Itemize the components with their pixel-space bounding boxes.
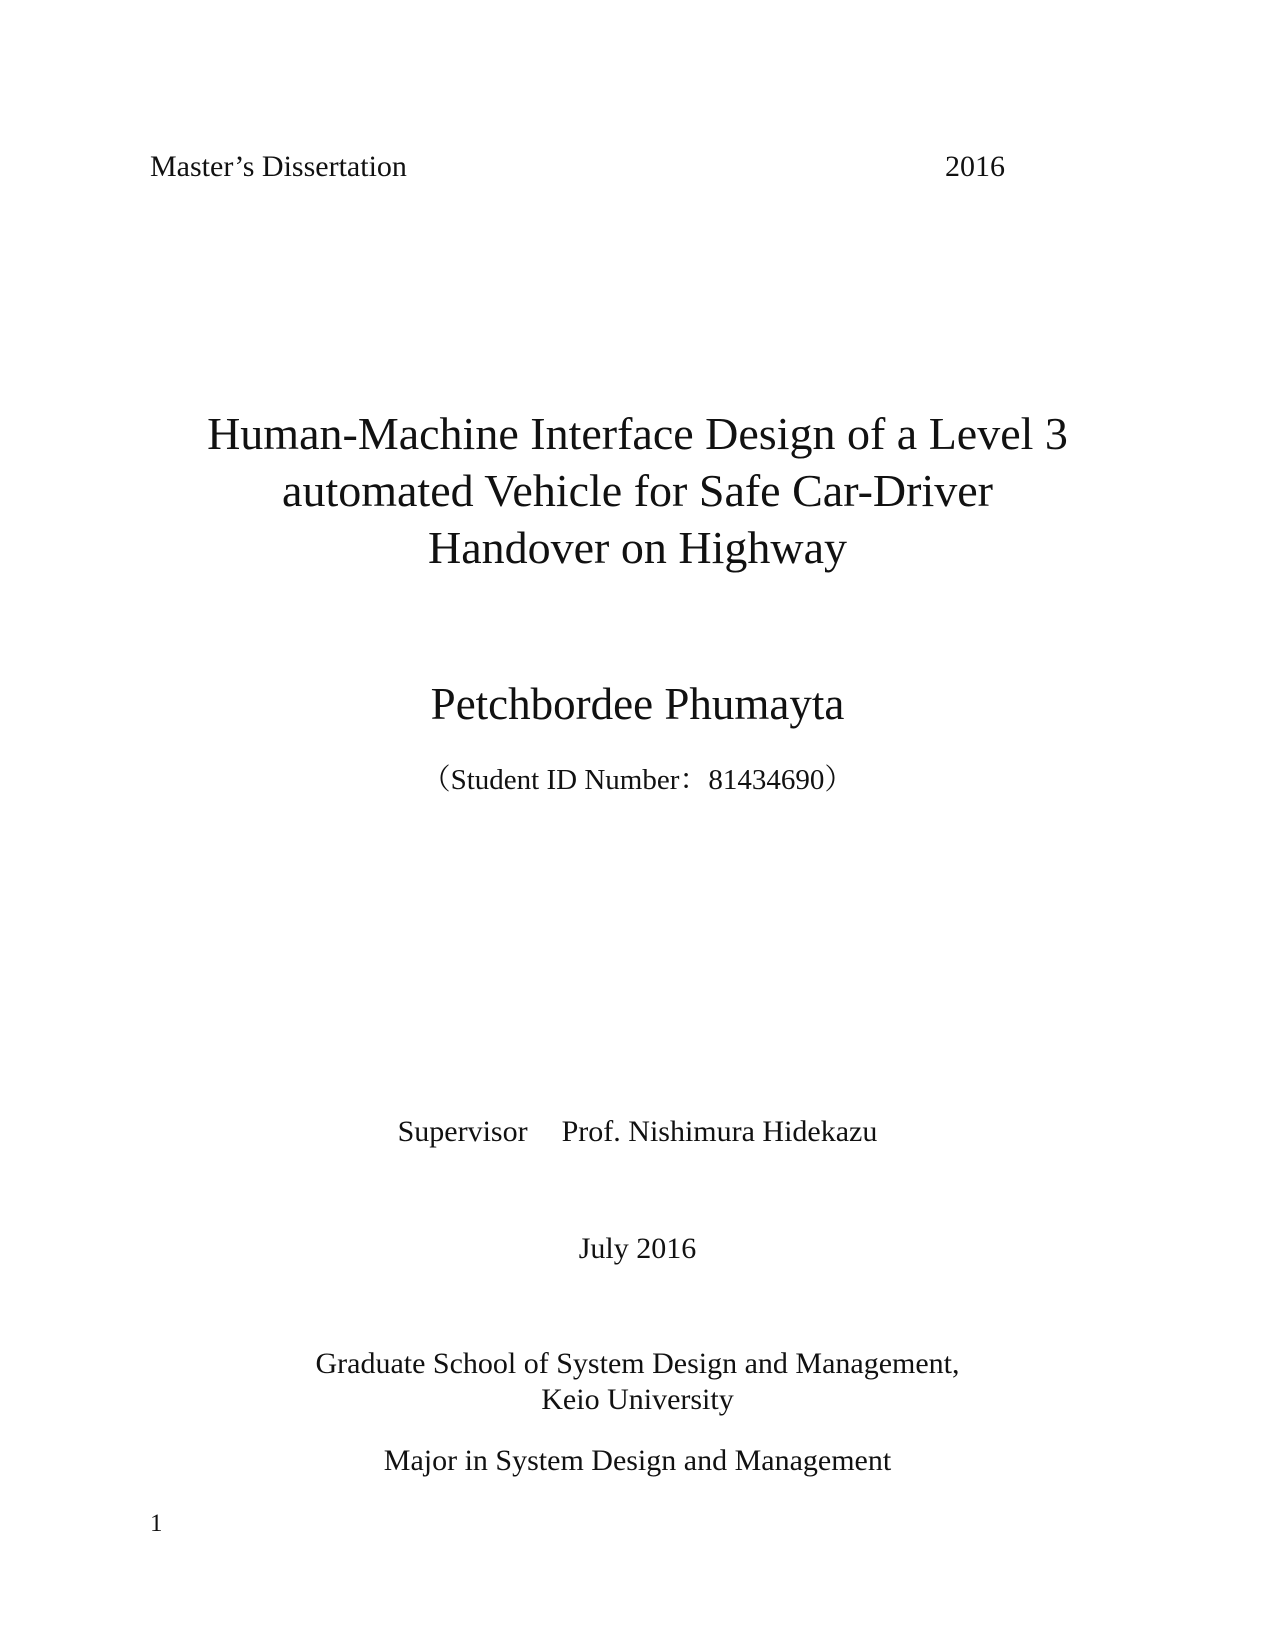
- major-name: Major in System Design and Management: [383, 1444, 892, 1477]
- supervisor-name: Prof. Nishimura Hidekazu: [561, 1115, 878, 1148]
- page-number: 1: [150, 1510, 163, 1537]
- school-name: Graduate School of System Design and Management,: [315, 1347, 960, 1380]
- dissertation-title: [0, 405, 1275, 576]
- university-name: Keio University: [541, 1383, 734, 1416]
- submission-date: July 2016: [578, 1232, 697, 1265]
- author-name: Petchbordee Phumayta: [430, 679, 845, 729]
- supervisor-label: Supervisor: [397, 1115, 528, 1148]
- header-year: 2016: [945, 150, 1005, 183]
- title-line-2: automated Vehicle for Safe Car-Driver: [282, 465, 993, 516]
- student-id: （Student ID Number：81434690）: [421, 764, 854, 796]
- title-line-1: Human-Machine Interface Design of a Level 3: [207, 408, 1068, 459]
- supervisor-line: [0, 1115, 1275, 1149]
- institution-block: [0, 1346, 1275, 1418]
- title-line-3: Handover on Highway: [427, 522, 847, 573]
- document-type: Master’s Dissertation: [150, 150, 407, 183]
